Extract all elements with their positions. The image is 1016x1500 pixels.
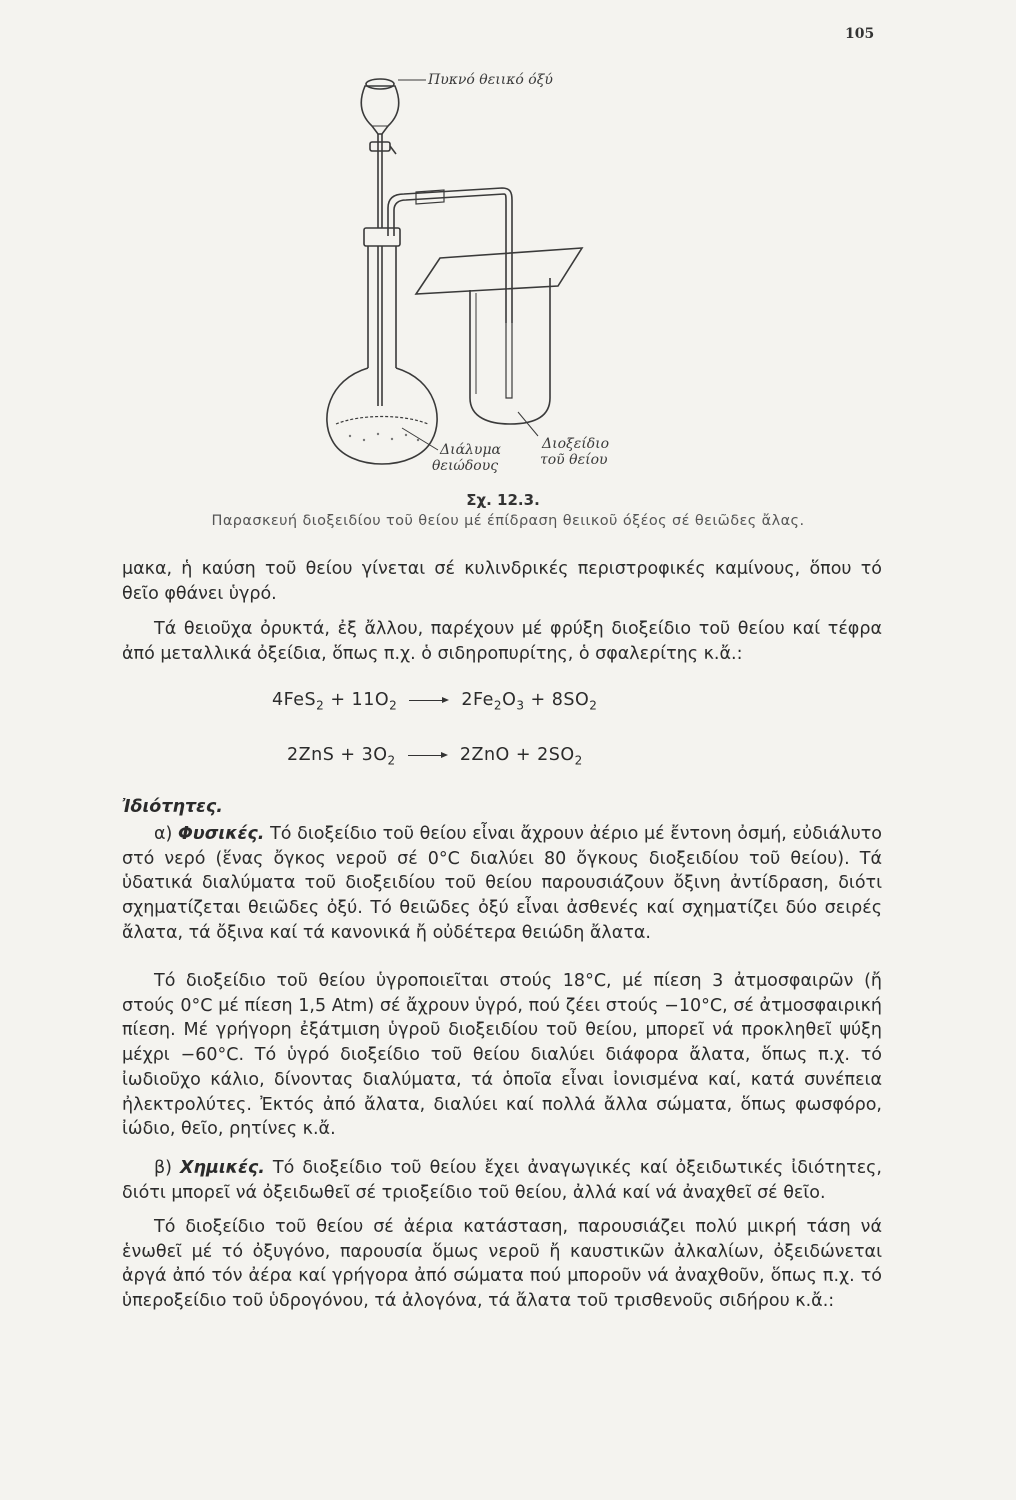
apparatus-drawing bbox=[320, 68, 800, 488]
eq1-sub: 2 bbox=[389, 698, 398, 713]
figure-number bbox=[0, 491, 1016, 509]
paragraph-liquefaction bbox=[122, 969, 882, 1142]
chemical-label: β) bbox=[154, 1158, 181, 1178]
delivery-tube bbox=[388, 188, 512, 323]
paragraph-gas-state bbox=[122, 1215, 882, 1314]
paragraph-ores bbox=[122, 617, 882, 666]
eq1-term: O bbox=[502, 690, 517, 710]
chemical-body: Τό διοξείδιο τοῦ θείου ἔχει ἀναγωγικές καί ὀξειδωτικές ἰδιότητες, διότι μπορεῖ νά ὀξειδωθεῖ σέ τριοξείδιο τοῦ θείου, ἀλλά καί νά ἀναχθεῖ σέ θεῖο. bbox=[122, 1158, 882, 1203]
eq2-sub: 2 bbox=[387, 753, 396, 768]
physical-title: Φυσικές. bbox=[178, 824, 265, 844]
equation-sphalerite bbox=[287, 745, 583, 768]
paragraph-chemical bbox=[122, 1156, 882, 1205]
eq1-term: + 8SO bbox=[524, 690, 590, 710]
label-solution-2: θειώδους bbox=[432, 458, 499, 474]
physical-body: Τό διοξείδιο τοῦ θείου εἶναι ἄχρουν ἀέριο μέ ἔντονη ὀσμή, εὐδιάλυτο στό νερό (ἕνας ὄγκος νεροῦ σέ 0°C διαλύει 80 ὄγκους διοξειδίου τοῦ θείου). Τά ὑδατικά διαλύματα τοῦ διοξειδίου τοῦ θείου παρουσιάζουν ὄξινη ἀντίδραση, διότι σχηματίζεται θειῶδες ὀξύ. Τό θειῶδες ὀξύ εἶναι ἀσθενές καί σχηματίζει δύο σειρές ἄλατα, τά ὄξινα καί τά κανονικά ἤ οὐδέτερα θειώδη ἄλατα. bbox=[122, 824, 882, 943]
eq1-term: 2Fe bbox=[461, 690, 494, 710]
eq1-sub: 2 bbox=[316, 698, 325, 713]
paragraph-physical-text bbox=[122, 822, 882, 946]
gas-jar bbox=[470, 278, 550, 424]
liquid-surface bbox=[336, 417, 428, 425]
properties-heading: Ἰδιότητες. bbox=[122, 797, 223, 817]
eq2-term: 2ZnO + 2SO bbox=[459, 745, 575, 765]
figure-caption: Παρασκευή διοξειδίου τοῦ θείου μέ έπίδραση θειικοῦ όξέος σέ θειῶδες ἄλας. bbox=[211, 513, 805, 529]
eq1-sub: 3 bbox=[516, 698, 525, 713]
paragraph-kilns bbox=[122, 557, 882, 606]
eq2-term: 2ZnS + 3O bbox=[287, 745, 388, 765]
eq1-term: 4FeS bbox=[272, 690, 317, 710]
paragraph-chemical-text bbox=[122, 1156, 882, 1205]
paragraph-liquefaction-text: Τό διοξείδιο τοῦ θείου ὑγροποιεῖται στούς 18°C, μέ πίεση 3 ἀτμοσφαιρῶν (ἤ στούς 0°C μέ πίεση 1,5 Atm) σέ ἄχρουν ὑγρό, πού ζέει στούς −10°C, σέ ἀτμοσφαιρική πίεση. Μέ γρήγορη ἐξάτμιση ὑγροῦ διοξειδίου τοῦ θείου, μπορεῖ νά προκληθεῖ ψύξη μέχρι −60°C. Τό ὑγρό διοξείδιο τοῦ θείου διαλύει διάφορα ἄλατα, ὅπως π.χ. τό ἰωδιοῦχο κάλιο, δίνοντας διαλύματα, τά ὁποῖα εἶναι ἰονισμένα καί, κατά συνέπεια ἠλεκτρολύτες. Ἐκτός ἀπό ἄλατα, διαλύει καί πολλά ἄλλα σώματα, ὅπως φωσφόρο, ἰώδιο, θεῖο, ρητίνες κ.ἄ. bbox=[122, 971, 882, 1140]
funnel-stopper bbox=[366, 79, 394, 89]
label-solution-1: Διάλυμα bbox=[440, 442, 501, 458]
label-acid: Πυκνό θειικό όξύ bbox=[428, 72, 553, 88]
paragraph-kilns-text: μακα, ἡ καύση τοῦ θείου γίνεται σέ κυλινδρικές περιστροφικές καμίνους, ὅπου τό θεῖο φθάνει ὑγρό. bbox=[122, 559, 882, 604]
apparatus-figure bbox=[320, 68, 800, 488]
funnel-bowl bbox=[361, 86, 399, 134]
eq1-sub: 2 bbox=[493, 698, 503, 713]
label-gas-1: Διοξείδιο bbox=[542, 436, 610, 452]
page-number: 105 bbox=[845, 26, 875, 42]
paragraph-physical bbox=[122, 822, 882, 946]
stopcock bbox=[370, 142, 390, 151]
figure-number-text: Σχ. 12.3. bbox=[466, 491, 540, 509]
eq2-sub: 2 bbox=[574, 753, 583, 768]
eq1-sub: 2 bbox=[589, 698, 598, 713]
eq1-term: + 11O bbox=[324, 690, 390, 710]
paragraph-ores-text: Τά θειοῦχα ὀρυκτά, ἐξ ἄλλου, παρέχουν μέ φρύξη διοξείδιο τοῦ θείου καί τέφρα ἀπό μεταλλικά ὀξείδια, ὅπως π.χ. ὁ σιδηροπυρίτης, ὁ σφαλερίτης κ.ἄ.: bbox=[122, 619, 882, 664]
glass-plate bbox=[416, 248, 582, 294]
paragraph-gas-state-text: Τό διοξείδιο τοῦ θείου σέ ἀέρια κατάσταση, παρουσιάζει πολύ μικρή τάση νά ἑνωθεῖ μέ τό ὀξυγόνο, παρουσία ὅμως νεροῦ ἤ καυστικῶν ἀλκαλίων, ὀξειδώνεται ἀργά ἀπό τόν ἀέρα καί γρήγορα ἀπό σώματα πού μποροῦν νά ἀναχθοῦν, ὅπως π.χ. τό ὑπεροξείδιο τοῦ ὑδρογόνου, τά ἀλογόνα, τά ἄλατα τοῦ τρισθενοῦς σιδήρου κ.ἄ.: bbox=[122, 1217, 882, 1312]
label-gas-2: τοῦ θείου bbox=[540, 452, 608, 468]
equation-pyrite bbox=[272, 690, 597, 713]
physical-label: α) bbox=[154, 824, 179, 844]
chemical-title: Χημικές. bbox=[180, 1158, 265, 1178]
